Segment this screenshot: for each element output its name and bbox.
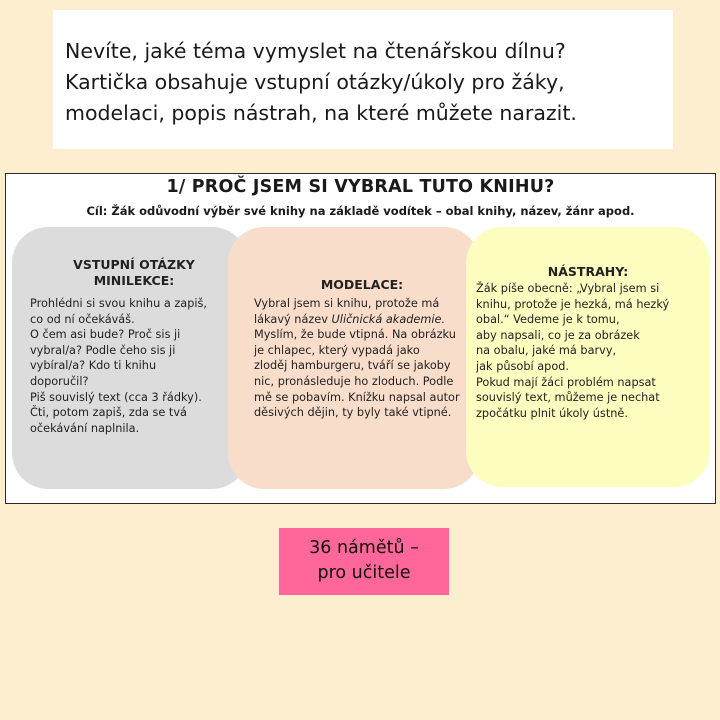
panel-line: zpočátku plnit úkoly ústně. [476, 406, 628, 420]
intro-textbox [53, 10, 673, 149]
panel-line: knihu, protože je hezká, má hezký [476, 297, 670, 311]
panel-line: mě se pobavím. Knížku napsal autor [254, 390, 460, 404]
panel-body [476, 281, 700, 421]
panel-line: Prohlédni si svou knihu a zapiš, [30, 297, 207, 310]
panel-line: nic, pronásleduje ho zloduch. Podle [254, 374, 454, 388]
panel-line: Pokud mají žáci problém napsat [476, 375, 656, 389]
panel-body [30, 296, 238, 436]
panel-line: Myslím, že bude vtipná. Na obrázku [254, 328, 456, 342]
panel-line: vybíral/a? Kdo ti knihu [30, 359, 157, 373]
panel-line: aby napsali, co je za obrázek [476, 328, 640, 342]
panel-heading-line-1: VSTUPNÍ OTÁZKY [73, 257, 195, 272]
panel-heading [30, 257, 238, 289]
panel-line: Piš souvislý text (cca 3 řádky). [30, 390, 202, 404]
activity-card [5, 173, 716, 504]
intro-line-3: modelaci, popis nástrah, na které můžete narazit. [65, 101, 577, 125]
panel-line: lákavý název [254, 312, 332, 326]
panel-line: obal.“ Vedeme je k tomu, [476, 313, 620, 327]
intro-text [65, 36, 661, 129]
badge-line-1: 36 námětů – [309, 538, 419, 558]
card-title: 1/ PROČ JSEM SI VYBRAL TUTO KNIHU? [166, 177, 555, 197]
ideas-badge [279, 528, 449, 595]
panel-line: doporučil? [30, 374, 89, 388]
panel-line: na obalu, jaké má barvy, [476, 344, 617, 358]
panel-line: co od ní očekáváš. [30, 312, 135, 326]
badge-line-2: pro učitele [317, 563, 411, 583]
panel-pitfalls [466, 227, 710, 487]
card-goal: Cíl: Žák odůvodní výběr své knihy na základě vodítek – obal knihy, název, žánr apod. [86, 204, 635, 218]
panel-line: Čti, potom zapiš, zda se tvá [30, 406, 187, 420]
panel-line: Vybral jsem si knihu, protože má [254, 297, 440, 310]
panel-line: souvislý text, můžeme je nechat [476, 391, 660, 405]
panel-line: O čem asi bude? Proč sis ji [30, 328, 181, 342]
panel-line: očekávání naplnila. [30, 421, 140, 435]
panel-body [254, 296, 470, 421]
panel-heading: NÁSTRAHY: [547, 264, 629, 279]
panel-line: vybral/a? Podle čeho sis ji [30, 343, 176, 357]
intro-line-1: Nevíte, jaké téma vymyslet na čtenářskou dílnu? [65, 39, 566, 63]
panel-line: je chlapec, který vypadá jako [254, 343, 420, 357]
panel-line: zloděj hamburgeru, tváří se jakoby [254, 359, 451, 373]
panel-modelling [228, 227, 480, 489]
panel-line: jak působí apod. [476, 359, 569, 373]
intro-line-2: Kartička obsahuje vstupní otázky/úkoly pro žáky, [65, 70, 565, 94]
panel-heading-line-2: MINILEKCE: [93, 273, 175, 288]
panel-line: děsivých dějin, ty byly také vtipné. [254, 406, 452, 420]
panel-heading: MODELACE: [320, 277, 404, 292]
panel-line: Žák píše obecně: „Vybral jsem si [476, 282, 660, 295]
panel-entry-questions [12, 227, 248, 489]
book-title: Uličnická akademie. [331, 312, 446, 326]
